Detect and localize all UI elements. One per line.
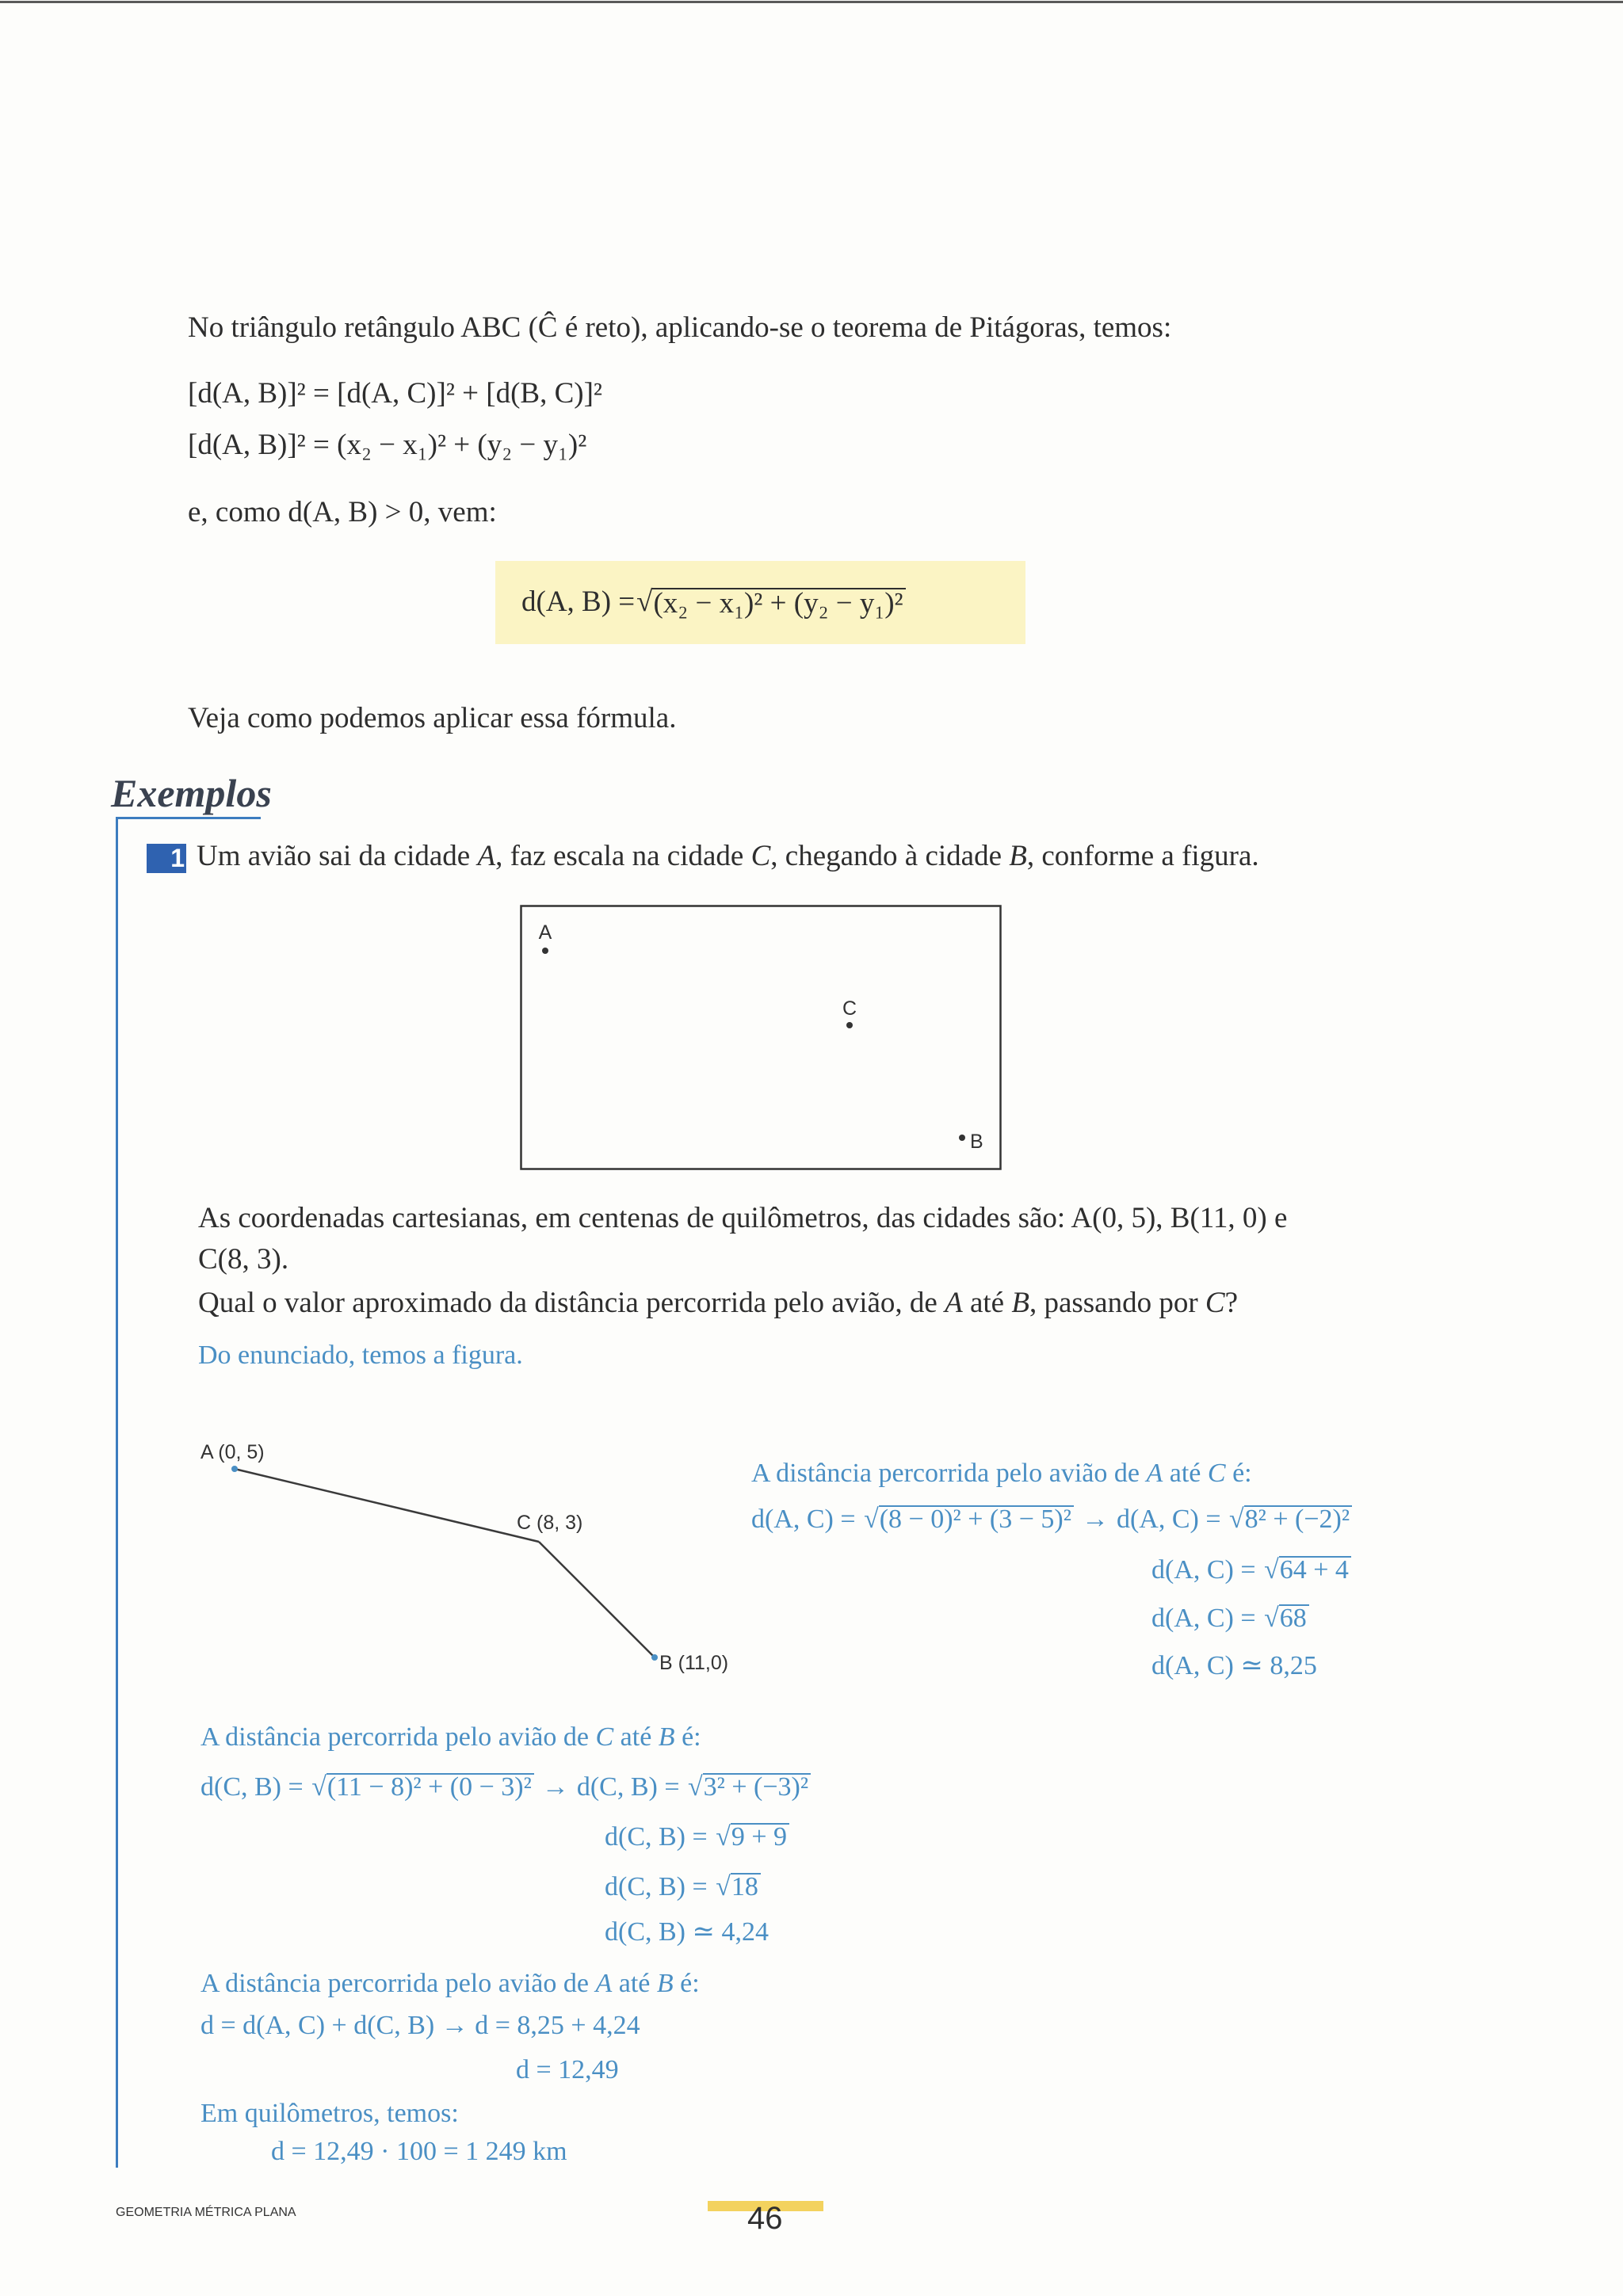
step-radicand: (11 − 8)² + (0 − 3)² bbox=[327, 1773, 534, 1800]
step-lhs: d(A, C) = bbox=[1151, 1555, 1263, 1585]
question-city: A bbox=[945, 1287, 963, 1319]
step-radicand: 8² + (−2)² bbox=[1244, 1505, 1352, 1532]
segment-cb bbox=[539, 1542, 655, 1657]
cb-result: d(C, B) ≃ 4,24 bbox=[605, 1917, 769, 1947]
radical-sign bbox=[688, 1772, 703, 1802]
heading-text: A distância percorrida pelo avião de bbox=[751, 1459, 1147, 1488]
cb-heading bbox=[200, 1722, 701, 1754]
heading-text: é: bbox=[1225, 1459, 1252, 1488]
question-city: C bbox=[1205, 1287, 1225, 1319]
coordinates-text: C(8, 3). bbox=[198, 1243, 289, 1276]
step-radicand: (8 − 0)² + (3 − 5)² bbox=[879, 1505, 1074, 1532]
question-text: , passando por bbox=[1029, 1287, 1205, 1319]
coordinates-text: As coordenadas cartesianas, em centenas de quilômetros, das cidades são: A(0, 5), B(11, 0) e bbox=[198, 1202, 1288, 1234]
heading-text: é: bbox=[673, 1969, 700, 1998]
radical-sign bbox=[1229, 1505, 1244, 1534]
ac-step-1 bbox=[751, 1504, 1352, 1536]
implies-arrow: → bbox=[541, 1772, 569, 1802]
page-number: 46 bbox=[747, 2201, 783, 2236]
theory-intro: No triângulo retângulo ABC (Ĉ é reto), aplicando-se o teorema de Pitágoras, temos: bbox=[188, 311, 1172, 344]
step-radicand: 3² + (−3)² bbox=[703, 1773, 811, 1800]
step-radicand: 9 + 9 bbox=[731, 1823, 789, 1850]
heading-city: B bbox=[656, 1969, 674, 1998]
radical-sign bbox=[1264, 1604, 1279, 1633]
cb-step-2 bbox=[605, 1821, 789, 1854]
city-b-label: B bbox=[970, 1131, 983, 1153]
statement-city: A bbox=[477, 840, 496, 872]
statement-text: Um avião sai da cidade bbox=[197, 840, 478, 872]
ac-step-2 bbox=[1151, 1554, 1351, 1587]
city-a-dot bbox=[542, 948, 548, 954]
step-lhs: d(C, B) = bbox=[200, 1772, 311, 1802]
distance-formula-box bbox=[495, 561, 1025, 644]
radical-sign bbox=[864, 1505, 879, 1534]
ab-result: d = 12,49 bbox=[516, 2055, 619, 2084]
footer-section-title: GEOMETRIA MÉTRICA PLANA bbox=[116, 2206, 296, 2219]
example-question bbox=[198, 1286, 1238, 1321]
theory-condition: e, como d(A, B) > 0, vem: bbox=[188, 496, 497, 528]
point-a-label: A (0, 5) bbox=[200, 1441, 265, 1463]
cb-step-3 bbox=[605, 1871, 761, 1904]
question-text: ? bbox=[1224, 1287, 1239, 1319]
question-text: Qual o valor aproximado da distância percorrida pelo avião, de bbox=[198, 1287, 945, 1319]
city-c-label: C bbox=[842, 997, 857, 1020]
heading-text: até bbox=[613, 1722, 659, 1752]
heading-city: A bbox=[1146, 1459, 1163, 1488]
heading-city: A bbox=[595, 1969, 613, 1998]
heading-city: C bbox=[1207, 1459, 1226, 1488]
point-b-dot bbox=[651, 1654, 658, 1661]
heading-text: A distância percorrida pelo avião de bbox=[200, 1722, 596, 1752]
route-diagram bbox=[190, 1426, 745, 1695]
km-label: Em quilômetros, temos: bbox=[200, 2099, 459, 2128]
point-b-label: B (11,0) bbox=[659, 1652, 729, 1674]
step-radicand: 64 + 4 bbox=[1279, 1556, 1351, 1583]
ab-step-1: d = d(A, C) + d(C, B) → d = 8,25 + 4,24 bbox=[200, 2011, 640, 2040]
step-lhs: d(C, B) = bbox=[605, 1872, 715, 1901]
formula-radicand: (x₂ − x₁)² + (y₂ − y₁)² bbox=[652, 588, 905, 617]
pythagoras-equation: [d(A, B)]² = [d(A, C)]² + [d(B, C)]² bbox=[188, 377, 603, 410]
top-border-line bbox=[0, 1, 1623, 3]
question-city: B bbox=[1011, 1287, 1029, 1319]
step-lhs: d(C, B) = bbox=[576, 1772, 686, 1802]
step-radicand: 68 bbox=[1279, 1604, 1309, 1631]
cities-figure bbox=[520, 905, 1002, 1170]
heading-city: B bbox=[658, 1722, 675, 1752]
heading-text: A distância percorrida pelo avião de bbox=[200, 1969, 596, 1998]
radical-sign bbox=[716, 1872, 731, 1901]
implies-arrow: → bbox=[1081, 1505, 1109, 1534]
step-lhs: d(A, C) = bbox=[1116, 1505, 1228, 1534]
coordinates-equation: [d(A, B)]² = (x₂ − x₁)² + (y₂ − y₁)² bbox=[188, 429, 587, 461]
statement-text: , faz escala na cidade bbox=[495, 840, 751, 872]
example-number-badge: 1 bbox=[147, 844, 186, 873]
statement-city: C bbox=[750, 840, 771, 872]
example-statement bbox=[197, 839, 1259, 874]
segment-ac bbox=[235, 1469, 539, 1542]
city-c-dot bbox=[846, 1022, 853, 1028]
ac-result: d(A, C) ≃ 8,25 bbox=[1151, 1651, 1317, 1680]
step-lhs: d(A, C) = bbox=[1151, 1604, 1263, 1633]
formula-lhs: d(A, B) = bbox=[521, 585, 636, 619]
statement-text: , chegando à cidade bbox=[770, 840, 1010, 872]
point-a-dot bbox=[231, 1466, 238, 1472]
radical-sign bbox=[716, 1822, 731, 1852]
step-lhs: d(C, B) = bbox=[605, 1822, 715, 1852]
km-result: d = 12,49 · 100 = 1 249 km bbox=[271, 2137, 567, 2166]
heading-text: até bbox=[1163, 1459, 1208, 1488]
ac-heading bbox=[751, 1458, 1252, 1490]
step-radicand: 18 bbox=[731, 1873, 761, 1900]
ab-heading bbox=[200, 1968, 700, 2000]
question-text: até bbox=[962, 1287, 1012, 1319]
heading-text: até bbox=[612, 1969, 657, 1998]
heading-text: é: bbox=[674, 1722, 701, 1752]
radical-sign bbox=[1264, 1555, 1279, 1585]
radical-sign bbox=[311, 1772, 327, 1802]
point-c-label: C (8, 3) bbox=[517, 1512, 583, 1534]
statement-text: , conforme a figura. bbox=[1026, 840, 1259, 872]
radical-sign bbox=[636, 585, 652, 620]
solution-intro: Do enunciado, temos a figura. bbox=[198, 1341, 523, 1370]
city-a-label: A bbox=[538, 921, 552, 944]
step-lhs: d(A, C) = bbox=[751, 1505, 863, 1534]
ac-step-3 bbox=[1151, 1603, 1309, 1635]
theory-outro: Veja como podemos aplicar essa fórmula. bbox=[188, 702, 677, 734]
examples-heading: Exemplos bbox=[111, 771, 272, 815]
cb-step-1 bbox=[200, 1772, 811, 1804]
figure-frame bbox=[521, 906, 1001, 1169]
heading-city: C bbox=[595, 1722, 614, 1752]
city-b-dot bbox=[959, 1135, 965, 1141]
statement-city: B bbox=[1009, 840, 1027, 872]
